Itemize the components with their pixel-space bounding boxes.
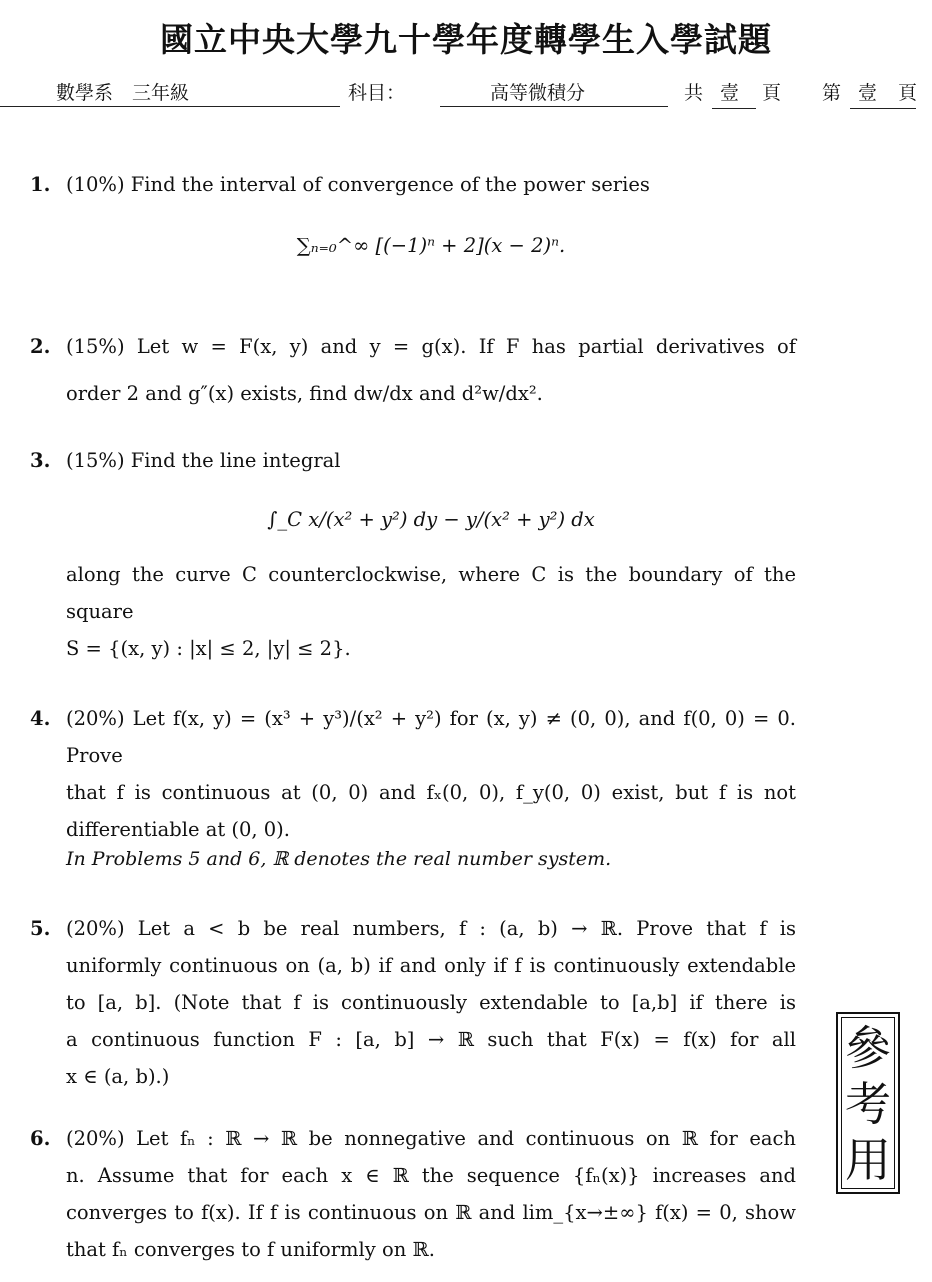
department-grade: 數學系 三年級 — [56, 82, 190, 104]
question-text-line: (10%) Find the interval of convergence of the power series — [66, 173, 650, 196]
question-2 — [30, 328, 800, 418]
question-text-line: (15%) Find the line integral — [66, 449, 341, 472]
total-pages: 壹 — [720, 82, 740, 104]
stamp-char: 用 — [845, 1133, 891, 1187]
power-series-formula: ∑ₙ₌₀^∞ [(−1)ⁿ + 2](x − 2)ⁿ. — [296, 234, 566, 257]
reference-stamp — [836, 1012, 900, 1194]
page-unit-2: 頁 — [898, 82, 918, 104]
subject-name: 高等微積分 — [490, 82, 586, 104]
stamp-char: 參 — [845, 1021, 891, 1075]
question-text-line: (20%) Let fₙ : ℝ → ℝ be nonnegative and continuous on ℝ for each — [66, 1127, 796, 1150]
question-4 — [30, 700, 800, 841]
question-text-line: order 2 and g″(x) exists, find dw/dx and d²w/dx². — [66, 382, 543, 405]
question-text-line: that fₙ converges to f uniformly on ℝ. — [66, 1238, 435, 1261]
question-1 — [30, 166, 800, 306]
subject-underline — [440, 106, 668, 107]
question-number: 2. — [30, 335, 51, 358]
question-number: 1. — [30, 173, 51, 196]
question-text-line: converges to f(x). If f is continuous on ℝ and lim_{x→±∞} f(x) = 0, show — [66, 1201, 796, 1224]
dept-underline — [0, 106, 340, 107]
subject-label: 科目： — [348, 82, 406, 104]
question-text-line: differentiable at (0, 0). — [66, 818, 290, 841]
question-text-line: (20%) Let a < b be real numbers, f : (a, b) → ℝ. Prove that f is — [66, 917, 796, 940]
question-number: 4. — [30, 707, 51, 730]
question-text-line: n. Assume that for each x ∈ ℝ the sequence {fₙ(x)} increases and — [66, 1164, 796, 1187]
question-number: 6. — [30, 1127, 51, 1150]
stamp-char: 考 — [845, 1077, 891, 1131]
question-text-line: square — [66, 600, 134, 623]
line-integral-formula: ∫_C x/(x² + y²) dy − y/(x² + y²) dx — [267, 508, 595, 531]
page-unit-1: 頁 — [762, 82, 782, 104]
question-3 — [30, 442, 800, 672]
question-5 — [30, 910, 800, 1100]
question-6 — [30, 1120, 800, 1270]
total-label: 共 — [684, 82, 704, 104]
question-text-line: x ∈ (a, b).) — [66, 1065, 170, 1088]
question-number: 5. — [30, 917, 51, 940]
page-number-underline — [850, 108, 916, 109]
page-number: 壹 — [858, 82, 878, 104]
exam-title: 國立中央大學九十學年度轉學生入學試題 — [160, 20, 772, 59]
question-text-line: that f is continuous at (0, 0) and fₓ(0, 0), f_y(0, 0) exist, but f is not — [66, 781, 796, 804]
question-text-line: (20%) Let f(x, y) = (x³ + y³)/(x² + y²) for (x, y) ≠ (0, 0), and f(0, 0) = 0. Prove — [66, 707, 796, 767]
question-text-line: S = {(x, y) : |x| ≤ 2, |y| ≤ 2}. — [66, 637, 351, 660]
question-text-line: along the curve C counterclockwise, where C is the boundary of the — [66, 563, 796, 586]
question-text-line: (15%) Let w = F(x, y) and y = g(x). If F has partial derivatives of — [66, 335, 796, 358]
note-real-number-system: In Problems 5 and 6, ℝ denotes the real number system. — [66, 848, 612, 870]
question-text-line: to [a, b]. (Note that f is continuously extendable to [a,b] if there is — [66, 991, 796, 1014]
exam-header-row — [0, 78, 932, 114]
page-label: 第 — [822, 82, 842, 104]
question-text-line: a continuous function F : [a, b] → ℝ such that F(x) = f(x) for all — [66, 1028, 796, 1051]
total-pages-underline — [712, 108, 756, 109]
question-text-line: uniformly continuous on (a, b) if and only if f is continuously extendable — [66, 954, 796, 977]
question-number: 3. — [30, 449, 51, 472]
